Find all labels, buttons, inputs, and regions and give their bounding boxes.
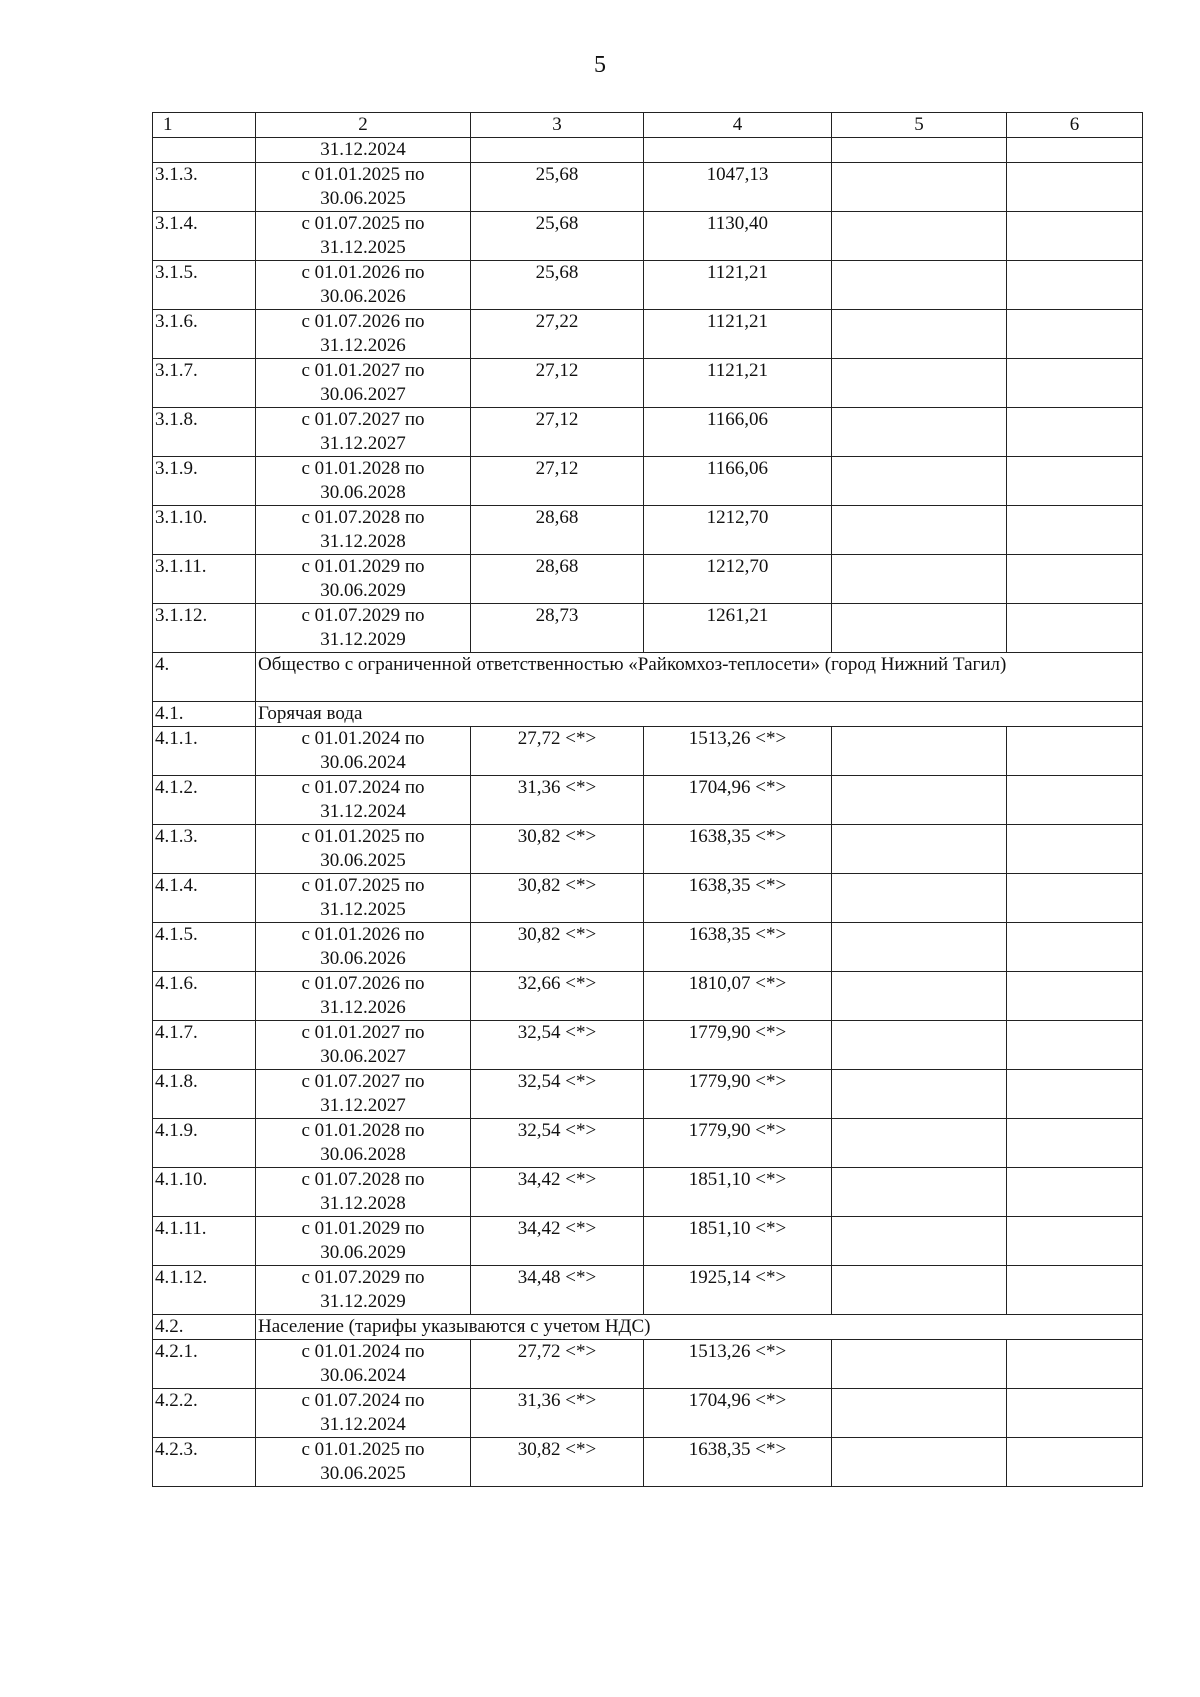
period-cell: [256, 825, 471, 874]
period-to: 31.12.2028: [320, 531, 406, 552]
period-from: с 01.01.2028 по: [301, 458, 425, 479]
period-cell: [256, 1070, 471, 1119]
rate-col4: 1638,35 <*>: [644, 1438, 832, 1487]
row-number: 4.1.6.: [153, 972, 256, 1021]
row-number: 4.1.2.: [153, 776, 256, 825]
period-to: 30.06.2027: [320, 1046, 406, 1067]
period-cell: [256, 1266, 471, 1315]
rate-col6: [1007, 604, 1143, 653]
rate-col6: [1007, 212, 1143, 261]
rate-col5: [832, 1438, 1007, 1487]
table-row: [153, 727, 1143, 776]
period-cell: [256, 163, 471, 212]
section-row-population: [153, 1315, 1143, 1340]
period-to: 30.06.2028: [320, 1144, 406, 1165]
row-number: 4.1.5.: [153, 923, 256, 972]
rate-col4: 1513,26 <*>: [644, 727, 832, 776]
rate-col6: [1007, 163, 1143, 212]
table-row: [153, 874, 1143, 923]
rate-col4: 1704,96 <*>: [644, 1389, 832, 1438]
rate-col3: 30,82 <*>: [471, 923, 644, 972]
table-row: [153, 1217, 1143, 1266]
period-to: 31.12.2027: [320, 1095, 406, 1116]
rate-col5: [832, 874, 1007, 923]
period-from: с 01.01.2025 по: [301, 826, 425, 847]
section-number: 4.2.: [153, 1315, 256, 1340]
section-number: 4.1.: [153, 702, 256, 727]
period-cell: [256, 1340, 471, 1389]
period-from: с 01.01.2025 по: [301, 164, 425, 185]
table-row: [153, 310, 1143, 359]
table-row: [153, 1340, 1143, 1389]
period-from: с 01.01.2025 по: [301, 1439, 425, 1460]
table-row: [153, 555, 1143, 604]
rate-col5: [832, 506, 1007, 555]
rate-col4: 1704,96 <*>: [644, 776, 832, 825]
period-cell: [256, 727, 471, 776]
table-row: [153, 261, 1143, 310]
rate-col5: [832, 163, 1007, 212]
period-to: 30.06.2029: [320, 1242, 406, 1263]
row-number: 4.1.11.: [153, 1217, 256, 1266]
period-to: 31.12.2027: [320, 433, 406, 454]
period-from: с 01.01.2029 по: [301, 556, 425, 577]
row-number: 3.1.10.: [153, 506, 256, 555]
rate-col4: 1166,06: [644, 457, 832, 506]
rate-col6: [1007, 1070, 1143, 1119]
period-cell: [256, 506, 471, 555]
period-to: 30.06.2025: [320, 850, 406, 871]
table-row: [153, 972, 1143, 1021]
rate-col3: 32,54 <*>: [471, 1070, 644, 1119]
period-to: 31.12.2024: [320, 1414, 406, 1435]
period-cell: [256, 1021, 471, 1070]
rate-col3: 25,68: [471, 212, 644, 261]
rate-col6: [1007, 1119, 1143, 1168]
row-number: 4.2.1.: [153, 1340, 256, 1389]
period-to: 31.12.2025: [320, 237, 406, 258]
row-number: 4.1.3.: [153, 825, 256, 874]
period-from: с 01.01.2024 по: [301, 728, 425, 749]
rate-col5: [832, 972, 1007, 1021]
tariff-table: [152, 112, 1143, 1487]
table-row: [153, 163, 1143, 212]
rate-col3: 30,82 <*>: [471, 1438, 644, 1487]
table-row: [153, 359, 1143, 408]
rate-col5: [832, 212, 1007, 261]
rate-col4: 1638,35 <*>: [644, 874, 832, 923]
period-cell: [256, 1438, 471, 1487]
table-row: [153, 1119, 1143, 1168]
rate-col3: 27,12: [471, 359, 644, 408]
period-from: с 01.01.2028 по: [301, 1120, 425, 1141]
rate-col5: [832, 825, 1007, 874]
section-title: Общество с ограниченной ответственностью «Райкомхоз-теплосети» (город Нижний Тагил): [256, 653, 1143, 702]
rate-col4: 1638,35 <*>: [644, 825, 832, 874]
rate-col5: [832, 1340, 1007, 1389]
rate-col4: 1121,21: [644, 359, 832, 408]
row-number: 3.1.11.: [153, 555, 256, 604]
period-cell: [256, 212, 471, 261]
table-row: [153, 923, 1143, 972]
rate-col4: 1212,70: [644, 555, 832, 604]
row-number: 4.1.1.: [153, 727, 256, 776]
rate-col4: 1779,90 <*>: [644, 1070, 832, 1119]
rate-col6: [1007, 1340, 1143, 1389]
rate-col3: 34,42 <*>: [471, 1168, 644, 1217]
rate-col6: [1007, 1438, 1143, 1487]
rate-col4: 1779,90 <*>: [644, 1021, 832, 1070]
row-number: 4.1.8.: [153, 1070, 256, 1119]
rate-col5: [832, 776, 1007, 825]
period-from: с 01.01.2026 по: [301, 262, 425, 283]
rate-col4: 1851,10 <*>: [644, 1217, 832, 1266]
rate-col5: [832, 1021, 1007, 1070]
row-number: 4.2.2.: [153, 1389, 256, 1438]
row-number: 3.1.4.: [153, 212, 256, 261]
period-to: 31.12.2028: [320, 1193, 406, 1214]
period-from: с 01.01.2027 по: [301, 360, 425, 381]
rate-col3: 27,12: [471, 457, 644, 506]
rate-col3: 28,73: [471, 604, 644, 653]
rate-col3: 30,82 <*>: [471, 874, 644, 923]
rate-col3: 32,66 <*>: [471, 972, 644, 1021]
rate-col3: 32,54 <*>: [471, 1021, 644, 1070]
rate-col5: [832, 457, 1007, 506]
period-from: с 01.01.2026 по: [301, 924, 425, 945]
period-from: с 01.07.2024 по: [301, 1390, 425, 1411]
table-row: [153, 408, 1143, 457]
rate-col6: [1007, 359, 1143, 408]
rate-col3: 25,68: [471, 163, 644, 212]
rate-col3: 30,82 <*>: [471, 825, 644, 874]
rate-col3: 34,42 <*>: [471, 1217, 644, 1266]
period-cell: [256, 555, 471, 604]
rate-col3: 27,72 <*>: [471, 1340, 644, 1389]
period-to: 31.12.2029: [320, 1291, 406, 1312]
rate-col6: [1007, 776, 1143, 825]
rate-col4: 1047,13: [644, 163, 832, 212]
row-number: 4.1.7.: [153, 1021, 256, 1070]
rate-col4: 1121,21: [644, 310, 832, 359]
page-number: 5: [594, 52, 606, 78]
period-to: 31.12.2026: [320, 997, 406, 1018]
period-to: 30.06.2025: [320, 1463, 406, 1484]
period-cell: [256, 310, 471, 359]
table-row: [153, 825, 1143, 874]
rate-col5: [832, 1266, 1007, 1315]
rate-col6: [1007, 506, 1143, 555]
rate-col4: 1638,35 <*>: [644, 923, 832, 972]
rate-col4: 1810,07 <*>: [644, 972, 832, 1021]
column-number: 1: [153, 113, 256, 138]
period-to: 30.06.2024: [320, 1365, 406, 1386]
column-number: 5: [832, 113, 1007, 138]
period-from: с 01.07.2027 по: [301, 409, 425, 430]
period-cell: [256, 604, 471, 653]
rate-col6: [1007, 408, 1143, 457]
period-to: 30.06.2024: [320, 752, 406, 773]
period-from: с 01.01.2029 по: [301, 1218, 425, 1239]
organization-row: [153, 653, 1143, 702]
rate-col5: [832, 727, 1007, 776]
period-cell: [256, 874, 471, 923]
period-cell: [256, 1119, 471, 1168]
period-from: с 01.07.2026 по: [301, 973, 425, 994]
row-number: 3.1.6.: [153, 310, 256, 359]
rate-col5: [832, 1119, 1007, 1168]
rate-col4: 1779,90 <*>: [644, 1119, 832, 1168]
period-from: с 01.07.2029 по: [301, 605, 425, 626]
table-row: [153, 1070, 1143, 1119]
period-cell: [256, 1389, 471, 1438]
continued-period: 31.12.2024: [256, 138, 471, 163]
rate-col5: [832, 310, 1007, 359]
period-cell: [256, 1168, 471, 1217]
period-from: с 01.07.2028 по: [301, 507, 425, 528]
rate-col4: 1121,21: [644, 261, 832, 310]
row-number: 3.1.3.: [153, 163, 256, 212]
period-cell: [256, 261, 471, 310]
section-title: Население (тарифы указываются с учетом НДС): [256, 1315, 1143, 1340]
section-row-hot-water: [153, 702, 1143, 727]
period-cell: [256, 1217, 471, 1266]
rate-col3: 32,54 <*>: [471, 1119, 644, 1168]
rate-col5: [832, 555, 1007, 604]
rate-col3: 31,36 <*>: [471, 1389, 644, 1438]
rate-col5: [832, 923, 1007, 972]
rate-col3: 27,12: [471, 408, 644, 457]
rate-col5: [832, 1168, 1007, 1217]
table-row: [153, 1266, 1143, 1315]
period-cell: [256, 776, 471, 825]
period-from: с 01.07.2029 по: [301, 1267, 425, 1288]
rate-col6: [1007, 310, 1143, 359]
rate-col6: [1007, 1168, 1143, 1217]
column-number: 6: [1007, 113, 1143, 138]
rate-col6: [1007, 1389, 1143, 1438]
period-to: 30.06.2026: [320, 286, 406, 307]
period-to: 30.06.2028: [320, 482, 406, 503]
row-number: 3.1.5.: [153, 261, 256, 310]
rate-col6: [1007, 261, 1143, 310]
period-cell: [256, 923, 471, 972]
period-from: с 01.07.2024 по: [301, 777, 425, 798]
period-from: с 01.07.2025 по: [301, 875, 425, 896]
rate-col6: [1007, 923, 1143, 972]
table-row: [153, 212, 1143, 261]
row-number: 4.2.3.: [153, 1438, 256, 1487]
period-from: с 01.07.2026 по: [301, 311, 425, 332]
rate-col4: 1851,10 <*>: [644, 1168, 832, 1217]
rate-col6: [1007, 1266, 1143, 1315]
rate-col4: 1513,26 <*>: [644, 1340, 832, 1389]
rate-col3: 34,48 <*>: [471, 1266, 644, 1315]
rate-col4: 1212,70: [644, 506, 832, 555]
rate-col3: 28,68: [471, 506, 644, 555]
rate-col4: 1130,40: [644, 212, 832, 261]
period-to: 31.12.2024: [320, 801, 406, 822]
period-to: 30.06.2029: [320, 580, 406, 601]
row-number: 4.1.9.: [153, 1119, 256, 1168]
rate-col6: [1007, 1021, 1143, 1070]
column-numbers-row: [153, 113, 1143, 138]
period-from: с 01.01.2024 по: [301, 1341, 425, 1362]
period-from: с 01.07.2027 по: [301, 1071, 425, 1092]
row-number: 3.1.9.: [153, 457, 256, 506]
column-number: 4: [644, 113, 832, 138]
rate-col5: [832, 1217, 1007, 1266]
period-cell: [256, 457, 471, 506]
period-from: с 01.07.2028 по: [301, 1169, 425, 1190]
period-to: 31.12.2026: [320, 335, 406, 356]
rate-col6: [1007, 727, 1143, 776]
rate-col5: [832, 1070, 1007, 1119]
rate-col5: [832, 261, 1007, 310]
table-row: [153, 1438, 1143, 1487]
period-cell: [256, 408, 471, 457]
period-cell: [256, 359, 471, 408]
row-number: 4.1.4.: [153, 874, 256, 923]
rate-col3: 25,68: [471, 261, 644, 310]
row-number: 4.1.10.: [153, 1168, 256, 1217]
rate-col6: [1007, 972, 1143, 1021]
row-number: 3.1.12.: [153, 604, 256, 653]
row-number: 3.1.8.: [153, 408, 256, 457]
rate-col6: [1007, 457, 1143, 506]
table-row: [153, 604, 1143, 653]
section-number: 4.: [153, 653, 256, 702]
rate-col4: 1166,06: [644, 408, 832, 457]
row-number: 4.1.12.: [153, 1266, 256, 1315]
column-number: 2: [256, 113, 471, 138]
table-row: [153, 776, 1143, 825]
period-to: 30.06.2027: [320, 384, 406, 405]
period-from: с 01.07.2025 по: [301, 213, 425, 234]
rate-col5: [832, 359, 1007, 408]
row-number: 3.1.7.: [153, 359, 256, 408]
period-to: 31.12.2025: [320, 899, 406, 920]
rate-col5: [832, 408, 1007, 457]
rate-col3: 27,22: [471, 310, 644, 359]
continued-row: [153, 138, 1143, 163]
section-title: Горячая вода: [256, 702, 1143, 727]
table-row: [153, 1389, 1143, 1438]
rate-col6: [1007, 874, 1143, 923]
period-to: 31.12.2029: [320, 629, 406, 650]
table-row: [153, 1021, 1143, 1070]
column-number: 3: [471, 113, 644, 138]
period-cell: [256, 972, 471, 1021]
rate-col3: 27,72 <*>: [471, 727, 644, 776]
table-row: [153, 457, 1143, 506]
rate-col3: 28,68: [471, 555, 644, 604]
rate-col4: 1925,14 <*>: [644, 1266, 832, 1315]
table-row: [153, 506, 1143, 555]
period-from: с 01.01.2027 по: [301, 1022, 425, 1043]
rate-col5: [832, 1389, 1007, 1438]
rate-col6: [1007, 825, 1143, 874]
period-to: 30.06.2025: [320, 188, 406, 209]
table-row: [153, 1168, 1143, 1217]
rate-col5: [832, 604, 1007, 653]
period-to: 30.06.2026: [320, 948, 406, 969]
rate-col3: 31,36 <*>: [471, 776, 644, 825]
rate-col6: [1007, 555, 1143, 604]
tariff-table-body: [153, 113, 1143, 1487]
rate-col4: 1261,21: [644, 604, 832, 653]
rate-col6: [1007, 1217, 1143, 1266]
